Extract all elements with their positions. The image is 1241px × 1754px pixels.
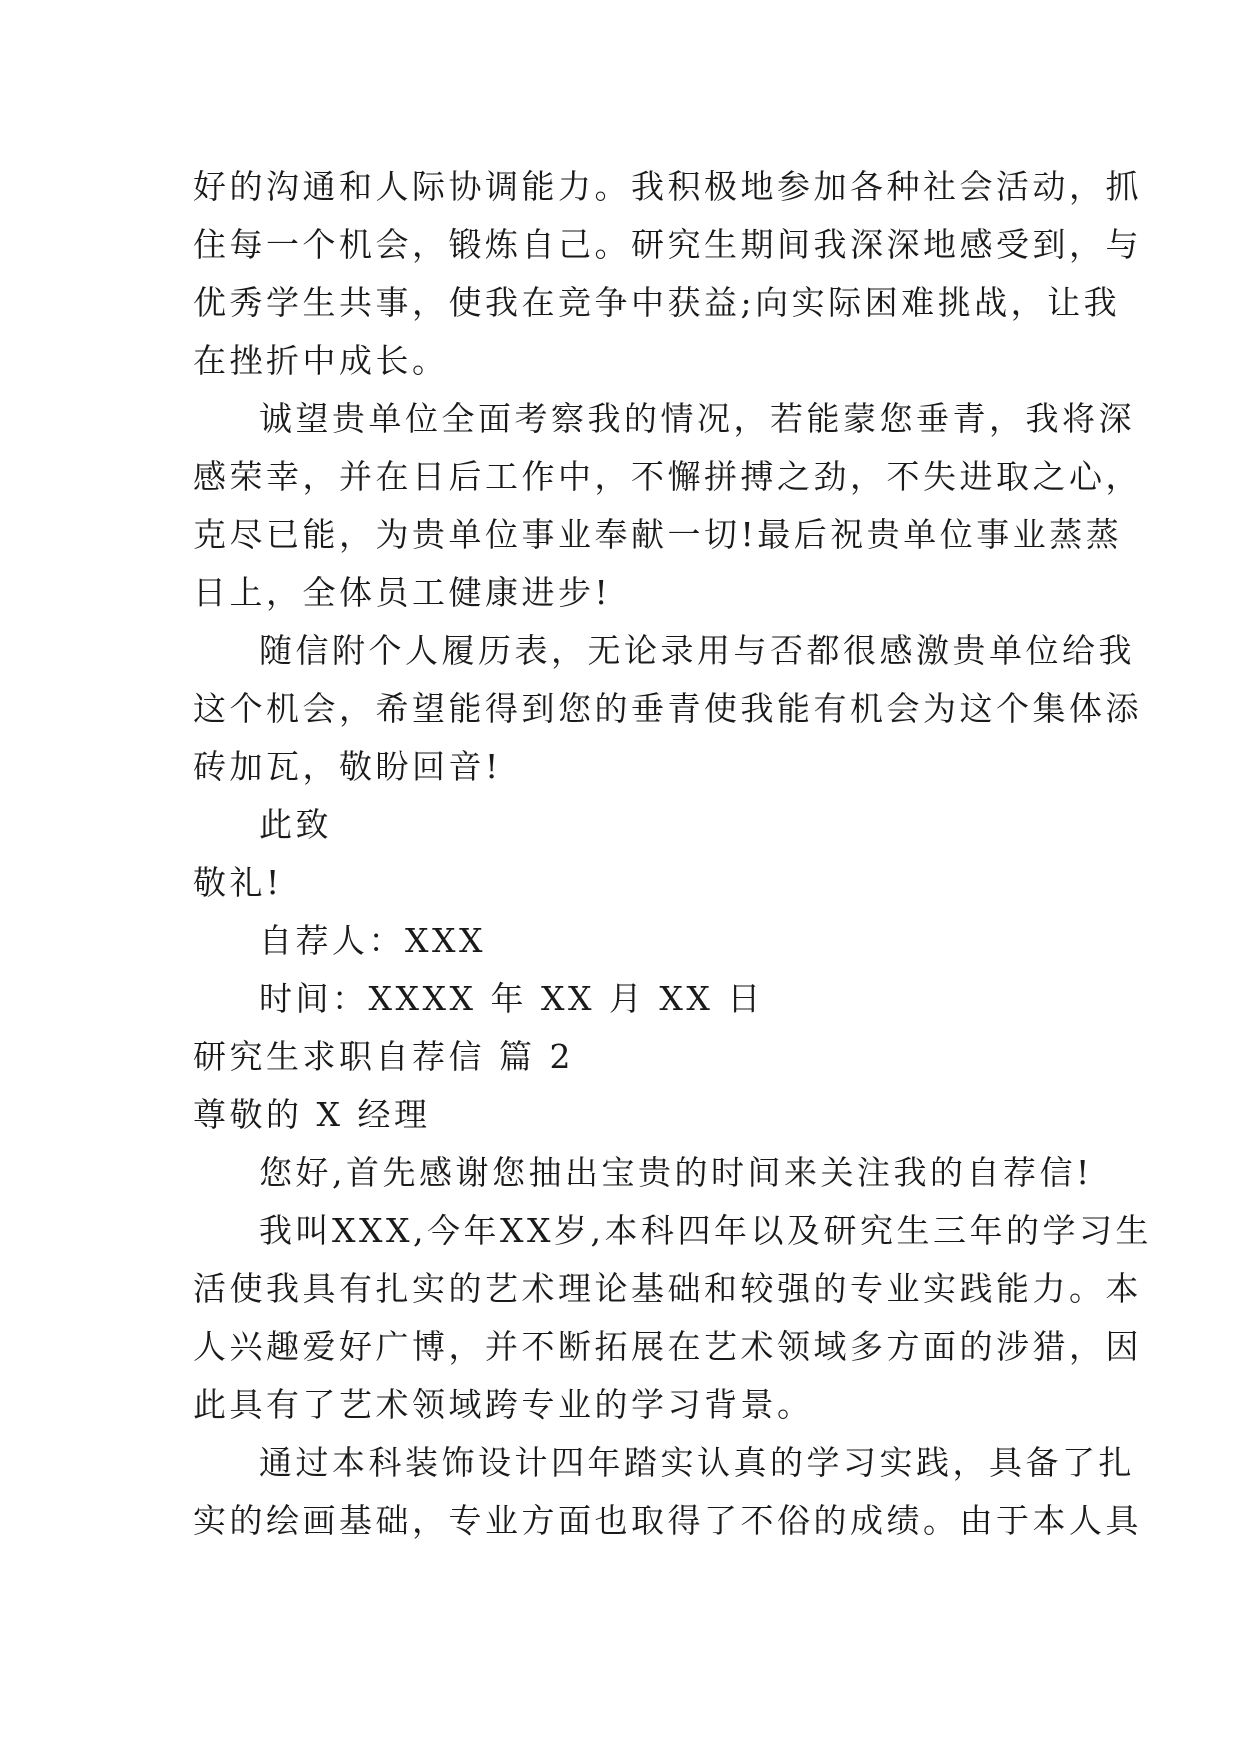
text-line: 好的沟通和人际协调能力。我积极地参加各种社会活动，抓 (193, 167, 1142, 206)
text-line: 住每一个机会，锻炼自己。研究生期间我深深地感受到，与 (193, 225, 1142, 264)
text-line: 砖加瓦，敬盼回音! (193, 747, 502, 786)
paragraph-start-line: 我叫XXX,今年XX岁,本科四年以及研究生三年的学习生 (259, 1211, 1152, 1250)
signature-name: 自荐人：XXX (259, 921, 486, 960)
section-heading: 研究生求职自荐信 篇 2 (193, 1037, 574, 1076)
text-line: 克尽已能，为贵单位事业奉献一切!最后祝贵单位事业蒸蒸 (193, 515, 1123, 554)
closing-regards: 敬礼! (193, 863, 283, 902)
paragraph-start-line: 随信附个人履历表，无论录用与否都很感激贵单位给我 (259, 631, 1135, 670)
letter-greeting: 尊敬的 X 经理 (193, 1095, 431, 1134)
text-line: 活使我具有扎实的艺术理论基础和较强的专业实践能力。本 (193, 1269, 1142, 1308)
text-line: 日上，全体员工健康进步! (193, 573, 612, 612)
text-line: 优秀学生共事，使我在竞争中获益;向实际困难挑战，让我 (193, 283, 1121, 322)
text-line: 在挫折中成长。 (193, 341, 449, 380)
paragraph-start-line: 您好,首先感谢您抽出宝贵的时间来关注我的自荐信! (259, 1153, 1093, 1192)
paragraph-start-line: 通过本科装饰设计四年踏实认真的学习实践，具备了扎 (259, 1443, 1135, 1482)
text-line: 此具有了艺术领域跨专业的学习背景。 (193, 1385, 814, 1424)
paragraph-start-line: 诚望贵单位全面考察我的情况，若能蒙您垂青，我将深 (259, 399, 1135, 438)
text-line: 这个机会，希望能得到您的垂青使我能有机会为这个集体添 (193, 689, 1142, 728)
text-line: 实的绘画基础，专业方面也取得了不俗的成绩。由于本人具 (193, 1501, 1142, 1540)
signature-date: 时间：XXXX 年 XX 月 XX 日 (259, 979, 764, 1018)
text-line: 人兴趣爱好广博，并不断拓展在艺术领域多方面的涉猎，因 (193, 1327, 1142, 1366)
text-line: 感荣幸，并在日后工作中，不懈拼搏之劲，不失进取之心， (193, 457, 1142, 496)
closing-salutation: 此致 (259, 805, 332, 844)
document-body (193, 158, 1152, 1550)
